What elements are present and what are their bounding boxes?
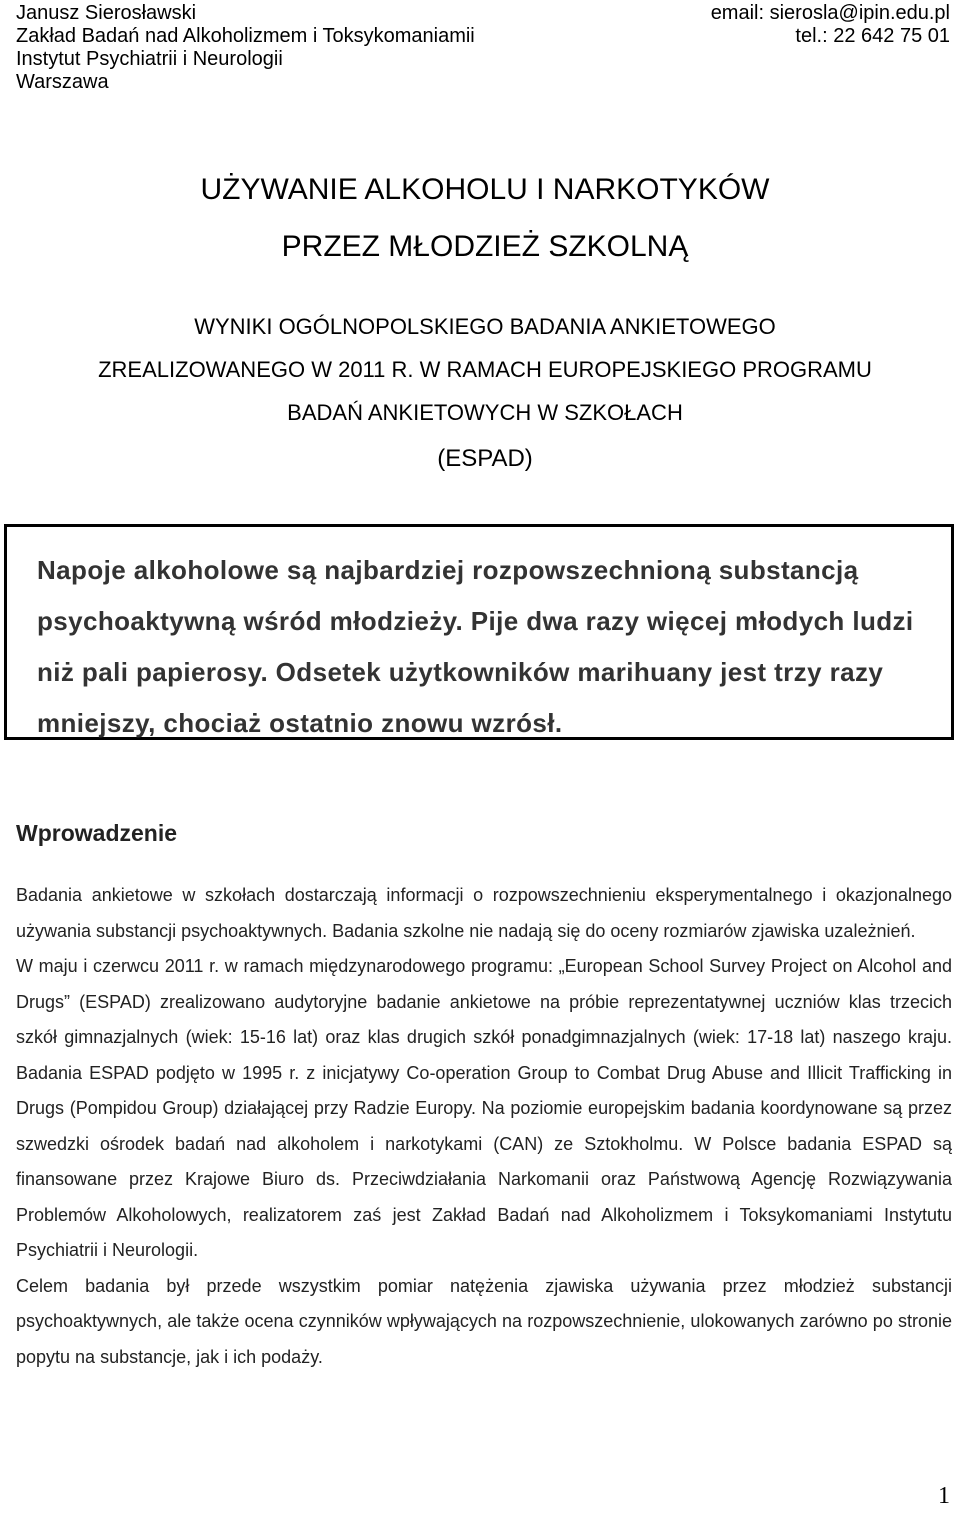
summary-box xyxy=(4,524,954,740)
author-institute: Instytut Psychiatrii i Neurologii xyxy=(16,48,283,70)
paragraph: Celem badania był przede wszystkim pomiar natężenia zjawiska używania przez młodzież substancji psychoaktywnych, ale także ocena czynników wpływających na rozpowszechnienie, ulokowanych zarówno po stronie popytu na substancje, jak i ich podaży. xyxy=(16,1275,952,1367)
author-city: Warszawa xyxy=(16,71,109,93)
page-number: 1 xyxy=(938,1483,950,1509)
author-info xyxy=(16,2,475,94)
subtitle-line-3: BADAŃ ANKIETOWYCH W SZKOŁACH xyxy=(287,400,683,425)
author-department: Zakład Badań nad Alkoholizmem i Toksykomaniamii xyxy=(16,25,475,47)
summary-text: Napoje alkoholowe są najbardziej rozpowszechnioną substancją psychoaktywną wśród młodzieży. Pije dwa razy więcej młodych ludzi niż pali papierosy. Odsetek użytkowników marihuany jest trzy razy mniejszy, chociaż ostatnio znowu wzrósł. xyxy=(37,555,914,738)
document-subtitle xyxy=(0,314,960,489)
body-text xyxy=(16,878,952,1375)
title-line-2: PRZEZ MŁODZIEŻ SZKOLNĄ xyxy=(281,230,689,263)
subtitle-line-2: ZREALIZOWANEGO W 2011 R. W RAMACH EUROPEJSKIEGO PROGRAMU xyxy=(98,357,872,382)
document-title xyxy=(0,172,960,264)
author-phone: tel.: 22 642 75 01 xyxy=(795,25,950,47)
paragraph: W maju i czerwcu 2011 r. w ramach międzynarodowego programu: „European School Survey Project on Alcohol and Drugs” (ESPAD) zrealizowano audytoryjne badanie ankietowe na próbie reprezentatywnej uczniów klas trzecich szkół gimnazjalnych (wiek: 15-16 lat) oraz klas drugich szkół ponadgimnazjalnych (wiek: 17-18 lat) naszego kraju. Badania ESPAD podjęto w 1995 r. z inicjatywy Co-operation Group to Combat Drug Abuse and Illicit Trafficking in Drugs (Pompidou Group) działającej przy Radzie Europy. Na poziomie europejskim badania koordynowane są przez szwedzki ośrodek badań nad alkoholem i narkotykami (CAN) ze Sztokholmu. W Polsce badania ESPAD są finansowane przez Krajowe Biuro ds. Przeciwdziałania Narkomanii oraz Państwową Agencję Rozwiązywania Problemów Alkoholowych, realizatorem zaś jest Zakład Badań nad Alkoholizmem i Toksykomaniami Instytutu Psychiatrii i Neurologii. xyxy=(16,956,952,1260)
author-email: email: sierosla@ipin.edu.pl xyxy=(710,2,950,24)
title-line-1: UŻYWANIE ALKOHOLU I NARKOTYKÓW xyxy=(200,173,770,206)
contact-info xyxy=(711,2,950,48)
subtitle-line-1: WYNIKI OGÓLNOPOLSKIEGO BADANIA ANKIETOWEGO xyxy=(194,314,776,339)
author-name: Janusz Sierosławski xyxy=(16,2,197,24)
paragraph: Badania ankietowe w szkołach dostarczają informacji o rozpowszechnieniu eksperymentalnego i okazjonalnego używania substancji psychoaktywnych. Badania szkolne nie nadają się do oceny rozmiarów zjawiska uzależnień. xyxy=(16,885,952,941)
subtitle-line-4: (ESPAD) xyxy=(437,445,533,472)
section-heading: Wprowadzenie xyxy=(16,820,178,846)
